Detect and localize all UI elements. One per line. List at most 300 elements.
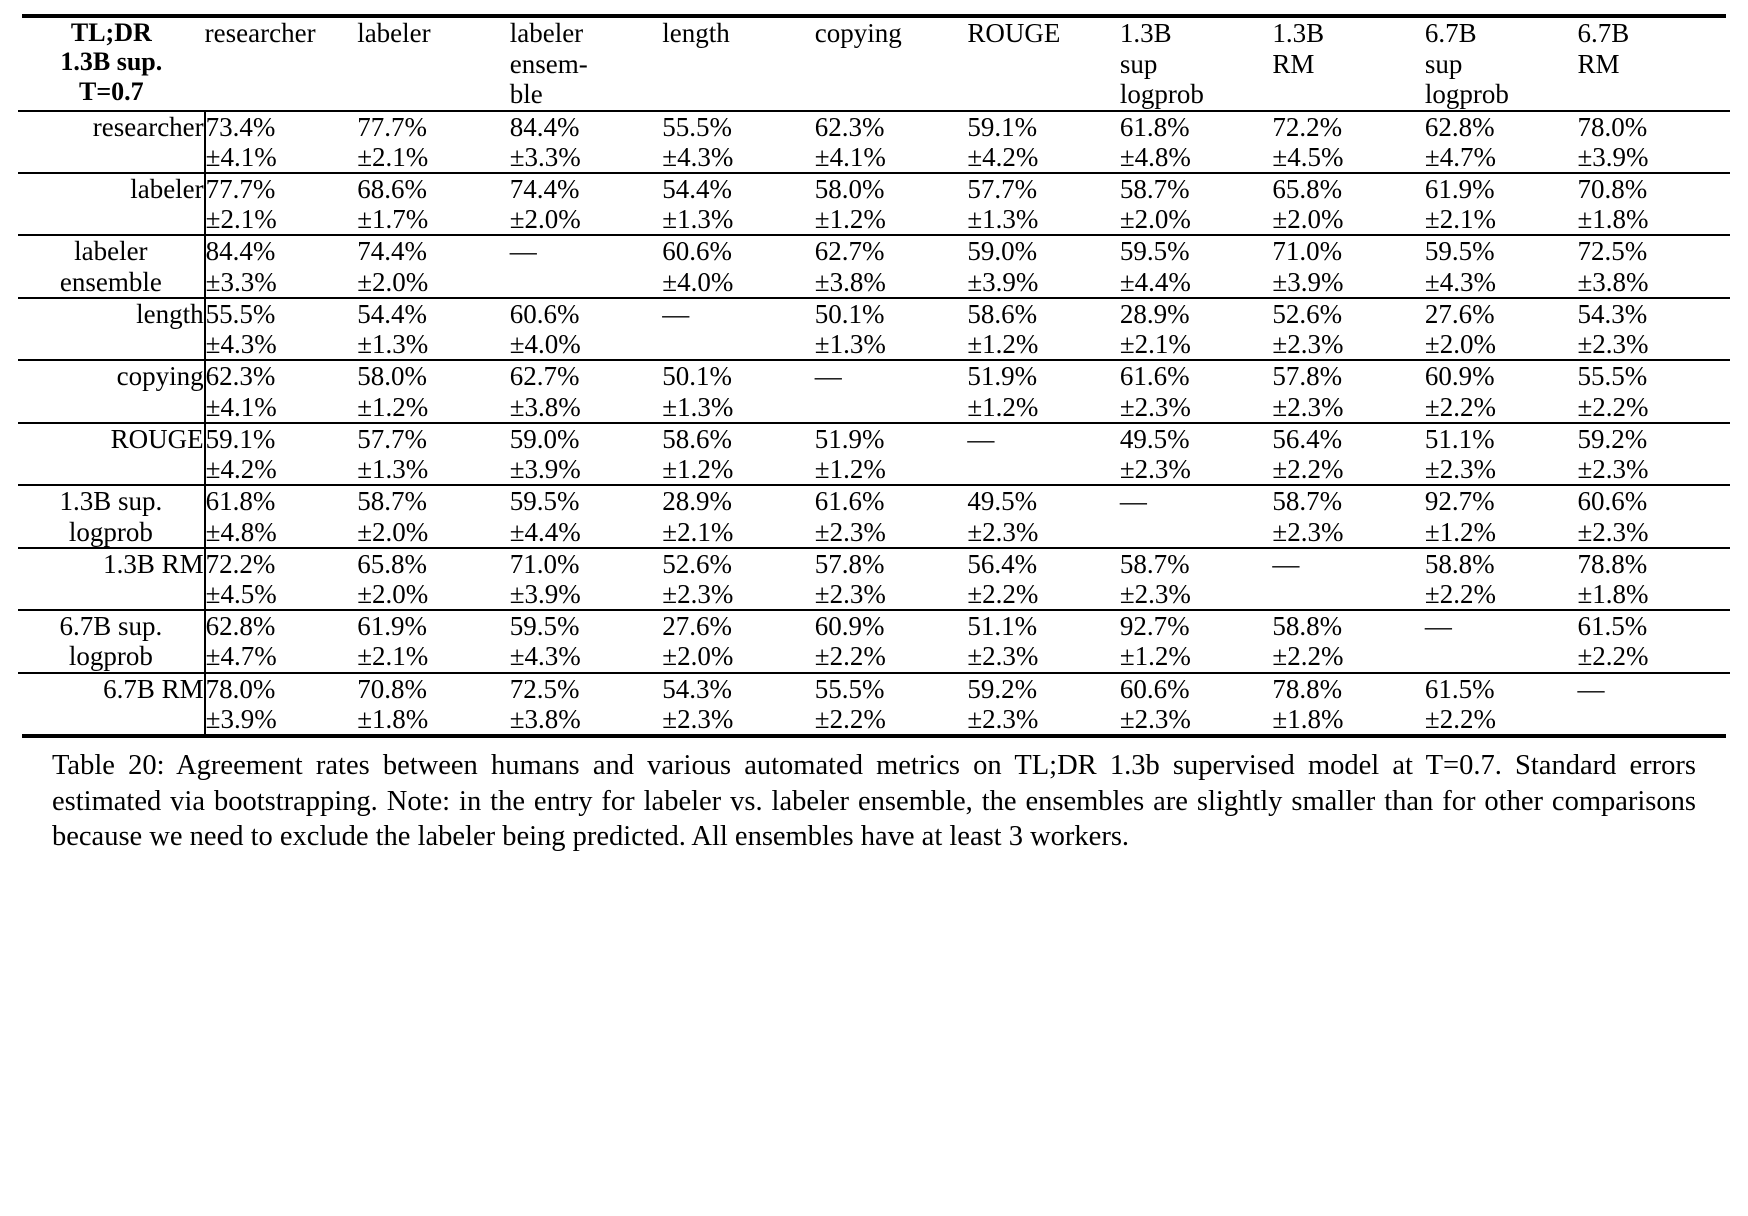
- table-cell: [510, 485, 663, 547]
- table-cell: [1120, 548, 1273, 610]
- cell-value: 74.4%: [357, 236, 427, 267]
- cell-error: ±2.3%: [967, 703, 1039, 734]
- cell-error: ±1.2%: [967, 329, 1039, 360]
- table-cell: [205, 423, 358, 485]
- cell-error: ±3.9%: [967, 266, 1039, 297]
- cell-value: 58.0%: [814, 173, 885, 204]
- cell-value: 58.7%: [1119, 548, 1190, 579]
- table-cell: [1577, 673, 1730, 734]
- cell-error: ±2.1%: [357, 141, 429, 172]
- table-cell: [205, 173, 358, 235]
- cell-value: 59.0%: [509, 423, 580, 454]
- row-label-line: 6.7B sup.: [59, 611, 163, 642]
- cell-error: ±4.3%: [1424, 266, 1496, 297]
- cell-value: 55.5%: [662, 111, 732, 142]
- table-cell: [967, 673, 1120, 734]
- table-cell: [205, 610, 358, 672]
- row-label-line: researcher: [92, 111, 204, 142]
- table-cell: [357, 111, 510, 173]
- cell-error: ±1.3%: [662, 391, 734, 422]
- cell-value: 71.0%: [509, 548, 580, 579]
- table-cell: [967, 423, 1120, 485]
- table-row: [18, 235, 1730, 297]
- cell-error: ±2.3%: [1119, 391, 1191, 422]
- column-header-labeler: [357, 18, 510, 111]
- table-cell: [1120, 610, 1273, 672]
- cell-error: ±1.3%: [357, 454, 429, 485]
- table-cell: [1425, 111, 1578, 173]
- cell-error: ±4.5%: [1272, 141, 1344, 172]
- cell-error: ±2.2%: [1424, 391, 1496, 422]
- column-header-line: 6.7B: [1577, 18, 1630, 48]
- cell-value: 50.1%: [814, 298, 885, 329]
- row-label-researcher: [18, 111, 205, 173]
- cell-error: ±1.2%: [357, 391, 429, 422]
- row-label-line: logprob: [68, 641, 153, 672]
- table-cell: [967, 111, 1120, 173]
- cell-value: 59.2%: [1577, 423, 1648, 454]
- table-cell: [662, 360, 815, 422]
- column-header-length: [662, 18, 815, 111]
- cell-value: 58.6%: [662, 423, 732, 454]
- column-header-line: RM: [1577, 48, 1620, 79]
- cell-error: ±2.3%: [1272, 516, 1344, 547]
- cell-value: 78.0%: [205, 673, 276, 704]
- cell-error: ±4.4%: [1119, 266, 1191, 297]
- table-cell: [205, 548, 358, 610]
- column-header-researcher: [205, 18, 358, 111]
- row-label-line: 1.3B RM: [103, 548, 204, 579]
- cell-error: ±3.8%: [509, 391, 581, 422]
- cell-error: ±2.3%: [1577, 454, 1649, 485]
- table-cell: [1120, 673, 1273, 734]
- cell-value: 92.7%: [1424, 486, 1495, 517]
- cell-value: 62.7%: [814, 236, 885, 267]
- cell-error: ±2.3%: [814, 579, 886, 610]
- row-label-1-3b-rm: [18, 548, 205, 610]
- table-cell: [1120, 235, 1273, 297]
- cell-error: ±2.2%: [1272, 641, 1344, 672]
- table-cell: [662, 673, 815, 734]
- cell-value: —: [1119, 486, 1147, 517]
- cell-value: 54.4%: [357, 298, 427, 329]
- column-header-line: 6.7B: [1424, 18, 1477, 48]
- cell-error: ±2.3%: [814, 516, 886, 547]
- cell-value: 84.4%: [205, 236, 276, 267]
- table-row: [18, 423, 1730, 485]
- cell-error: ±3.8%: [1577, 266, 1649, 297]
- table-cell: [1577, 111, 1730, 173]
- cell-value: —: [509, 236, 537, 267]
- cell-error: ±2.2%: [1577, 391, 1649, 422]
- cell-value: 51.1%: [1424, 423, 1495, 454]
- cell-value: 62.8%: [1424, 111, 1495, 142]
- cell-value: 60.6%: [1119, 673, 1190, 704]
- cell-value: 72.2%: [1272, 111, 1343, 142]
- table-cell: [1272, 423, 1425, 485]
- table-cell: [205, 111, 358, 173]
- cell-value: 27.6%: [662, 611, 732, 642]
- cell-error: ±4.1%: [205, 141, 277, 172]
- cell-value: 28.9%: [1119, 298, 1190, 329]
- cell-value: 61.5%: [1577, 611, 1648, 642]
- cell-error: ±1.2%: [814, 454, 886, 485]
- column-header-line: ble: [509, 79, 543, 109]
- table-cell: [662, 610, 815, 672]
- cell-value: 71.0%: [1272, 236, 1343, 267]
- table-cell: [510, 298, 663, 360]
- table-cell: [510, 423, 663, 485]
- table-cell: [205, 298, 358, 360]
- cell-error: ±2.2%: [1424, 579, 1496, 610]
- cell-value: 77.7%: [205, 173, 276, 204]
- table-cell: [1120, 173, 1273, 235]
- cell-error: ±2.3%: [1119, 579, 1191, 610]
- cell-error: ±2.0%: [1119, 204, 1191, 235]
- column-header-copying: [815, 18, 968, 111]
- cell-value: 77.7%: [357, 111, 427, 142]
- cell-value: 62.3%: [205, 361, 276, 392]
- cell-error: ±1.8%: [1577, 204, 1649, 235]
- cell-value: 59.0%: [967, 236, 1038, 267]
- cell-error: ±2.3%: [1272, 329, 1344, 360]
- table-cell: [815, 673, 968, 734]
- table-cell: [1425, 298, 1578, 360]
- table-cell: [1120, 360, 1273, 422]
- table-corner-header: [18, 18, 205, 111]
- cell-value: 58.7%: [1272, 486, 1343, 517]
- table-cell: [662, 548, 815, 610]
- table-row: [18, 360, 1730, 422]
- table-cell: [1272, 111, 1425, 173]
- cell-value: 74.4%: [509, 173, 580, 204]
- cell-error: ±1.8%: [1272, 703, 1344, 734]
- cell-error: ±3.8%: [814, 266, 886, 297]
- cell-value: 61.8%: [1119, 111, 1190, 142]
- cell-error: ±3.9%: [509, 579, 581, 610]
- table-cell: [357, 485, 510, 547]
- table-cell: [205, 360, 358, 422]
- cell-value: 49.5%: [1119, 423, 1190, 454]
- cell-error: ±2.1%: [205, 204, 277, 235]
- cell-value: 62.8%: [205, 611, 276, 642]
- cell-error: ±2.3%: [967, 516, 1039, 547]
- table-cell: [1120, 298, 1273, 360]
- cell-error: ±3.3%: [205, 266, 277, 297]
- cell-value: 68.6%: [357, 173, 427, 204]
- table-cell: [967, 485, 1120, 547]
- table-cell: [662, 111, 815, 173]
- cell-value: 62.3%: [814, 111, 885, 142]
- column-header-line: RM: [1272, 48, 1315, 79]
- cell-value: 61.9%: [357, 611, 427, 642]
- column-header-line: sup: [1424, 48, 1463, 79]
- table-caption: Table 20: Agreement rates between humans and various automated metrics on TL;DR 1.3b supervised model at T=0.7. Standard errors estimated via bootstrapping. Note: in the entry for labeler vs. labeler ensemble, the ensembles are slightly smaller than for other comparisons because we need to exclude the labeler being predicted. All ensembles have at least 3 workers.: [52, 750, 1696, 853]
- table-body: [18, 111, 1730, 735]
- cell-value: 54.4%: [662, 173, 732, 204]
- cell-value: 61.6%: [814, 486, 885, 517]
- table-cell: [357, 548, 510, 610]
- table-row: [18, 298, 1730, 360]
- cell-error: ±2.1%: [1119, 329, 1191, 360]
- table-row: [18, 173, 1730, 235]
- cell-error: ±1.2%: [1119, 641, 1191, 672]
- table-cell: [967, 610, 1120, 672]
- column-header-line: sup: [1119, 48, 1158, 79]
- cell-error: ±2.2%: [814, 703, 886, 734]
- table-cell: [1272, 173, 1425, 235]
- table-cell: [662, 485, 815, 547]
- cell-value: 28.9%: [662, 486, 732, 517]
- cell-error: ±4.2%: [205, 454, 277, 485]
- row-label-line: ROUGE: [110, 423, 204, 454]
- table-cell: [1425, 548, 1578, 610]
- cell-value: 61.6%: [1119, 361, 1190, 392]
- cell-error: ±1.3%: [814, 329, 886, 360]
- corner-line-2: 1.3B sup.: [60, 47, 163, 77]
- row-label-line: logprob: [68, 516, 153, 547]
- cell-value: 60.6%: [1577, 486, 1648, 517]
- table-cell: [967, 548, 1120, 610]
- cell-value: 62.7%: [509, 361, 580, 392]
- row-label-6-7b-sup-logprob: [18, 610, 205, 672]
- cell-value: 51.1%: [967, 611, 1038, 642]
- table-cell: [815, 173, 968, 235]
- cell-error: ±2.3%: [1577, 329, 1649, 360]
- table-cell: [357, 610, 510, 672]
- cell-value: —: [1577, 673, 1605, 704]
- table-cell: [1272, 298, 1425, 360]
- cell-error: ±1.8%: [1577, 579, 1649, 610]
- table-cell: [1425, 423, 1578, 485]
- cell-error: ±3.9%: [1272, 266, 1344, 297]
- row-label-line: ensemble: [59, 266, 162, 297]
- table-cell: [1425, 235, 1578, 297]
- column-header-line: length: [662, 18, 730, 48]
- cell-error: ±2.3%: [1119, 703, 1191, 734]
- cell-value: 72.2%: [205, 548, 276, 579]
- table-cell: [357, 673, 510, 734]
- cell-value: 70.8%: [1577, 173, 1648, 204]
- table-bottom-rule: [22, 734, 1726, 738]
- cell-error: ±2.3%: [1272, 391, 1344, 422]
- row-label-labeler: [18, 173, 205, 235]
- table-cell: [815, 423, 968, 485]
- table-cell: [1577, 485, 1730, 547]
- column-header-rouge: [967, 18, 1120, 111]
- cell-value: 92.7%: [1119, 611, 1190, 642]
- column-header-1-3b-sup-logprob: [1120, 18, 1273, 111]
- cell-value: 57.7%: [967, 173, 1038, 204]
- row-label-6-7b-rm: [18, 673, 205, 734]
- column-header-line: copying: [814, 18, 902, 48]
- cell-value: 78.0%: [1577, 111, 1648, 142]
- cell-error: ±4.1%: [814, 141, 886, 172]
- row-label-line: 1.3B sup.: [59, 486, 163, 517]
- column-header-line: logprob: [1119, 79, 1204, 109]
- cell-error: ±3.9%: [509, 454, 581, 485]
- agreement-rates-table: [18, 18, 1730, 734]
- cell-error: ±1.2%: [662, 454, 734, 485]
- table-cell: [815, 485, 968, 547]
- table-cell: [1577, 423, 1730, 485]
- table-cell: [357, 298, 510, 360]
- cell-error: ±2.0%: [509, 204, 581, 235]
- cell-error: ±4.7%: [205, 641, 277, 672]
- table-cell: [815, 111, 968, 173]
- table-cell: [815, 548, 968, 610]
- cell-value: 61.8%: [205, 486, 276, 517]
- cell-value: 78.8%: [1577, 548, 1648, 579]
- cell-value: 84.4%: [509, 111, 580, 142]
- table-cell: [1577, 173, 1730, 235]
- cell-error: ±2.0%: [662, 641, 734, 672]
- table-cell: [815, 235, 968, 297]
- cell-error: ±2.2%: [1577, 641, 1649, 672]
- table-cell: [510, 360, 663, 422]
- cell-value: —: [1272, 548, 1300, 579]
- cell-error: ±2.1%: [357, 641, 429, 672]
- cell-error: ±1.3%: [662, 204, 734, 235]
- cell-value: 65.8%: [357, 548, 427, 579]
- cell-error: ±2.2%: [814, 641, 886, 672]
- table-cell: [1577, 298, 1730, 360]
- cell-error: ±2.3%: [1119, 454, 1191, 485]
- row-label-length: [18, 298, 205, 360]
- cell-error: ±1.2%: [967, 391, 1039, 422]
- cell-error: ±1.3%: [967, 204, 1039, 235]
- table-cell: [205, 485, 358, 547]
- table-cell: [357, 423, 510, 485]
- cell-value: 61.5%: [1424, 673, 1495, 704]
- cell-value: 58.7%: [357, 486, 427, 517]
- table-row: [18, 111, 1730, 173]
- table-cell: [357, 235, 510, 297]
- table-cell: [510, 610, 663, 672]
- table-row: [18, 673, 1730, 734]
- cell-error: ±4.8%: [205, 516, 277, 547]
- table-cell: [510, 673, 663, 734]
- cell-error: ±2.0%: [357, 516, 429, 547]
- cell-value: 59.5%: [1424, 236, 1495, 267]
- cell-value: 60.6%: [662, 236, 732, 267]
- table-cell: [1425, 173, 1578, 235]
- cell-value: 27.6%: [1424, 298, 1495, 329]
- table-cell: [1577, 610, 1730, 672]
- cell-value: 58.7%: [1119, 173, 1190, 204]
- cell-value: —: [662, 298, 690, 329]
- cell-error: ±2.3%: [967, 641, 1039, 672]
- cell-value: 52.6%: [662, 548, 732, 579]
- table-cell: [205, 673, 358, 734]
- cell-error: ±2.3%: [1577, 516, 1649, 547]
- column-header-line: 1.3B: [1272, 18, 1325, 48]
- cell-value: 59.1%: [967, 111, 1038, 142]
- table-cell: [967, 173, 1120, 235]
- cell-error: ±4.2%: [967, 141, 1039, 172]
- row-label-labeler-ensemble: [18, 235, 205, 297]
- cell-value: 58.8%: [1272, 611, 1343, 642]
- cell-error: ±4.8%: [1119, 141, 1191, 172]
- table-cell: [1272, 548, 1425, 610]
- cell-value: 72.5%: [509, 673, 580, 704]
- cell-error: ±4.1%: [205, 391, 277, 422]
- cell-value: 60.9%: [814, 611, 885, 642]
- column-header-line: ROUGE: [967, 18, 1061, 48]
- cell-value: 55.5%: [205, 298, 276, 329]
- cell-error: ±2.0%: [357, 579, 429, 610]
- cell-error: ±4.0%: [509, 329, 581, 360]
- row-label-rouge: [18, 423, 205, 485]
- cell-value: 57.8%: [1272, 361, 1343, 392]
- table-cell: [510, 548, 663, 610]
- cell-error: ±3.9%: [1577, 141, 1649, 172]
- cell-error: ±4.0%: [662, 266, 734, 297]
- table-cell: [1425, 360, 1578, 422]
- cell-value: 60.6%: [509, 298, 580, 329]
- cell-value: 59.1%: [205, 423, 276, 454]
- cell-value: 72.5%: [1577, 236, 1648, 267]
- cell-error: ±1.8%: [357, 703, 429, 734]
- column-header-6-7b-rm: [1577, 18, 1730, 111]
- table-cell: [815, 610, 968, 672]
- table-row: [18, 548, 1730, 610]
- column-header-line: ensem-: [509, 48, 588, 79]
- table-cell: [662, 298, 815, 360]
- cell-error: ±4.5%: [205, 579, 277, 610]
- table-cell: [662, 173, 815, 235]
- cell-value: 57.7%: [357, 423, 427, 454]
- cell-error: ±2.2%: [967, 579, 1039, 610]
- cell-value: 52.6%: [1272, 298, 1343, 329]
- table-cell: [815, 360, 968, 422]
- column-header-line: labeler: [509, 18, 584, 48]
- row-label-line: copying: [116, 361, 204, 392]
- cell-value: 59.2%: [967, 673, 1038, 704]
- table-cell: [1577, 548, 1730, 610]
- cell-error: ±2.1%: [662, 516, 734, 547]
- cell-error: ±4.7%: [1424, 141, 1496, 172]
- cell-value: 78.8%: [1272, 673, 1343, 704]
- table-cell: [1272, 610, 1425, 672]
- row-label-line: labeler: [74, 236, 148, 267]
- cell-value: 58.0%: [357, 361, 427, 392]
- table-cell: [510, 235, 663, 297]
- column-header-line: labeler: [357, 18, 431, 48]
- table-cell: [1425, 610, 1578, 672]
- row-label-copying: [18, 360, 205, 422]
- table-cell: [1120, 485, 1273, 547]
- table-cell: [1577, 235, 1730, 297]
- table-cell: [357, 360, 510, 422]
- cell-value: —: [1424, 611, 1452, 642]
- cell-error: ±3.3%: [509, 141, 581, 172]
- table-cell: [510, 173, 663, 235]
- cell-value: 70.8%: [357, 673, 427, 704]
- table-cell: [1272, 235, 1425, 297]
- cell-value: 51.9%: [814, 423, 885, 454]
- table-cell: [1120, 423, 1273, 485]
- corner-line-3: T=0.7: [78, 76, 144, 106]
- cell-value: 59.5%: [509, 486, 580, 517]
- cell-value: —: [814, 361, 842, 392]
- table-row: [18, 485, 1730, 547]
- cell-value: 55.5%: [1577, 361, 1648, 392]
- table-header-row: [18, 18, 1730, 111]
- table-cell: [510, 111, 663, 173]
- table-cell: [662, 423, 815, 485]
- cell-error: ±4.3%: [662, 141, 734, 172]
